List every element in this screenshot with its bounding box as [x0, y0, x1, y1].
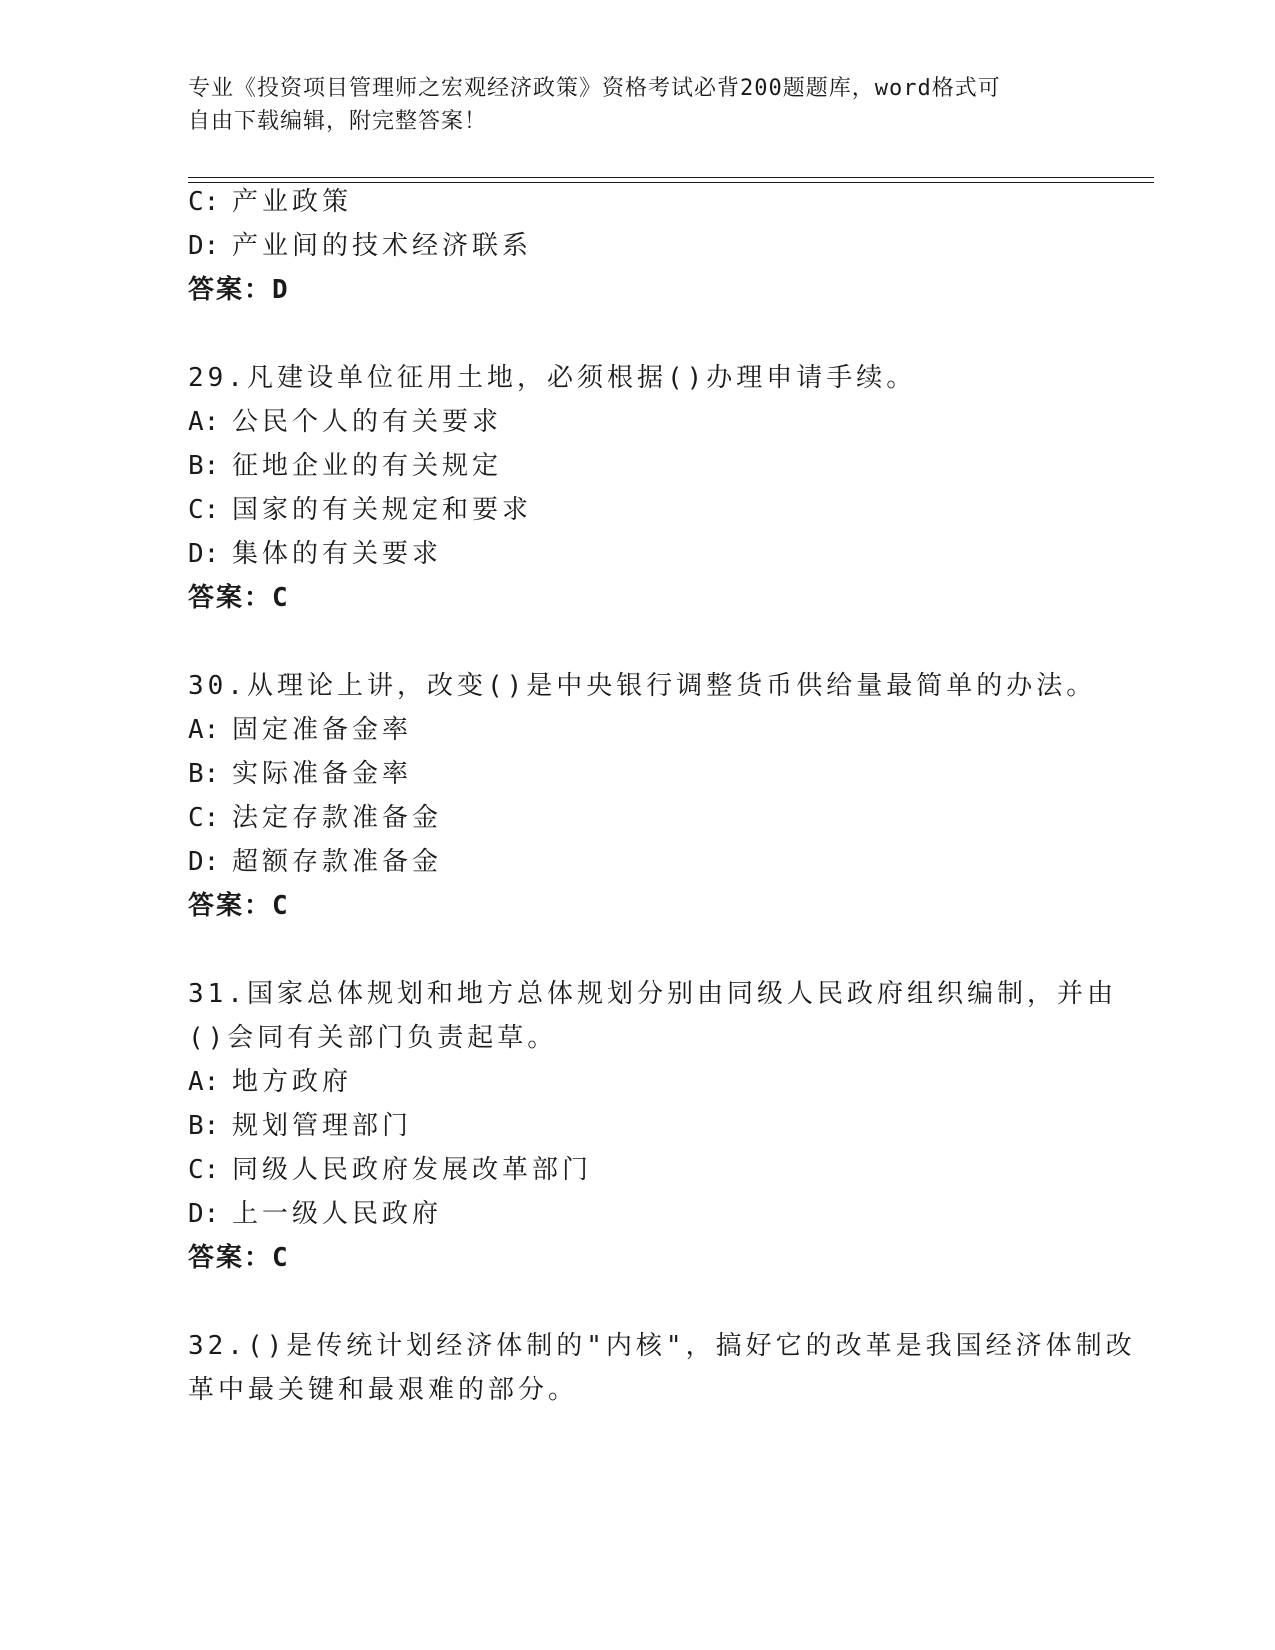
- option-label: C:: [188, 187, 220, 217]
- q31-option-a: [188, 1066, 352, 1098]
- option-text: 公民个人的有关要求: [232, 407, 503, 437]
- option-label: B:: [188, 759, 220, 789]
- header-title-line-2: 自由下载编辑，附完整答案！: [188, 109, 488, 134]
- option-label: C:: [188, 495, 220, 525]
- option-text: 地方政府: [232, 1067, 353, 1097]
- q31-answer: 答案：C: [188, 1243, 290, 1273]
- option-label: A:: [188, 1067, 220, 1097]
- page-header: [188, 72, 1088, 138]
- option-label: B:: [188, 1111, 220, 1141]
- q30-option-d: [188, 846, 442, 878]
- q32-stem-line-1: 32.()是传统计划经济体制的"内核"，搞好它的改革是我国经济体制改: [188, 1331, 1136, 1361]
- q31-option-b: [188, 1110, 412, 1142]
- q29-option-d: [188, 538, 442, 570]
- option-text: 超额存款准备金: [232, 847, 443, 877]
- option-label: A:: [188, 715, 220, 745]
- option-text: 国家的有关规定和要求: [232, 495, 533, 525]
- q29-stem: 29.凡建设单位征用土地，必须根据()办理申请手续。: [188, 363, 917, 393]
- option-text: 固定准备金率: [232, 715, 413, 745]
- option-label: D:: [188, 231, 220, 261]
- q31-option-d: [188, 1198, 442, 1230]
- prev-option-d: [188, 230, 532, 262]
- q29-option-c: [188, 494, 532, 526]
- option-label: D:: [188, 539, 220, 569]
- q29-option-a: [188, 406, 502, 438]
- header-divider-top: [188, 177, 1154, 178]
- option-text: 上一级人民政府: [232, 1199, 443, 1229]
- q30-option-a: [188, 714, 412, 746]
- q30-option-c: [188, 802, 442, 834]
- option-label: A:: [188, 407, 220, 437]
- option-text: 规划管理部门: [232, 1111, 413, 1141]
- q29-option-b: [188, 450, 502, 482]
- option-text: 同级人民政府发展改革部门: [232, 1155, 593, 1185]
- option-label: C:: [188, 1155, 220, 1185]
- q30-answer: 答案：C: [188, 891, 290, 921]
- option-text: 产业政策: [232, 187, 353, 217]
- option-label: B:: [188, 451, 220, 481]
- option-label: D:: [188, 1199, 220, 1229]
- option-label: C:: [188, 803, 220, 833]
- header-divider-bottom: [188, 182, 1154, 183]
- option-text: 集体的有关要求: [232, 539, 443, 569]
- prev-answer: 答案：D: [188, 275, 290, 305]
- q30-option-b: [188, 758, 412, 790]
- option-label: D:: [188, 847, 220, 877]
- option-text: 实际准备金率: [232, 759, 413, 789]
- q30-stem: 30.从理论上讲，改变()是中央银行调整货币供给量最简单的办法。: [188, 671, 1097, 701]
- q31-stem-line-1: 31.国家总体规划和地方总体规划分别由同级人民政府组织编制，并由: [188, 979, 1117, 1009]
- q31-stem-line-2: ()会同有关部门负责起草。: [188, 1023, 558, 1053]
- prev-option-c: [188, 186, 352, 218]
- option-text: 法定存款准备金: [232, 803, 443, 833]
- q29-answer: 答案：C: [188, 583, 290, 613]
- option-text: 征地企业的有关规定: [232, 451, 503, 481]
- q31-option-c: [188, 1154, 592, 1186]
- option-text: 产业间的技术经济联系: [232, 231, 533, 261]
- q32-stem-line-2: 革中最关键和最艰难的部分。: [188, 1375, 579, 1405]
- header-title-line-1: 专业《投资项目管理师之宏观经济政策》资格考试必背200题题库，word格式可: [188, 76, 1001, 101]
